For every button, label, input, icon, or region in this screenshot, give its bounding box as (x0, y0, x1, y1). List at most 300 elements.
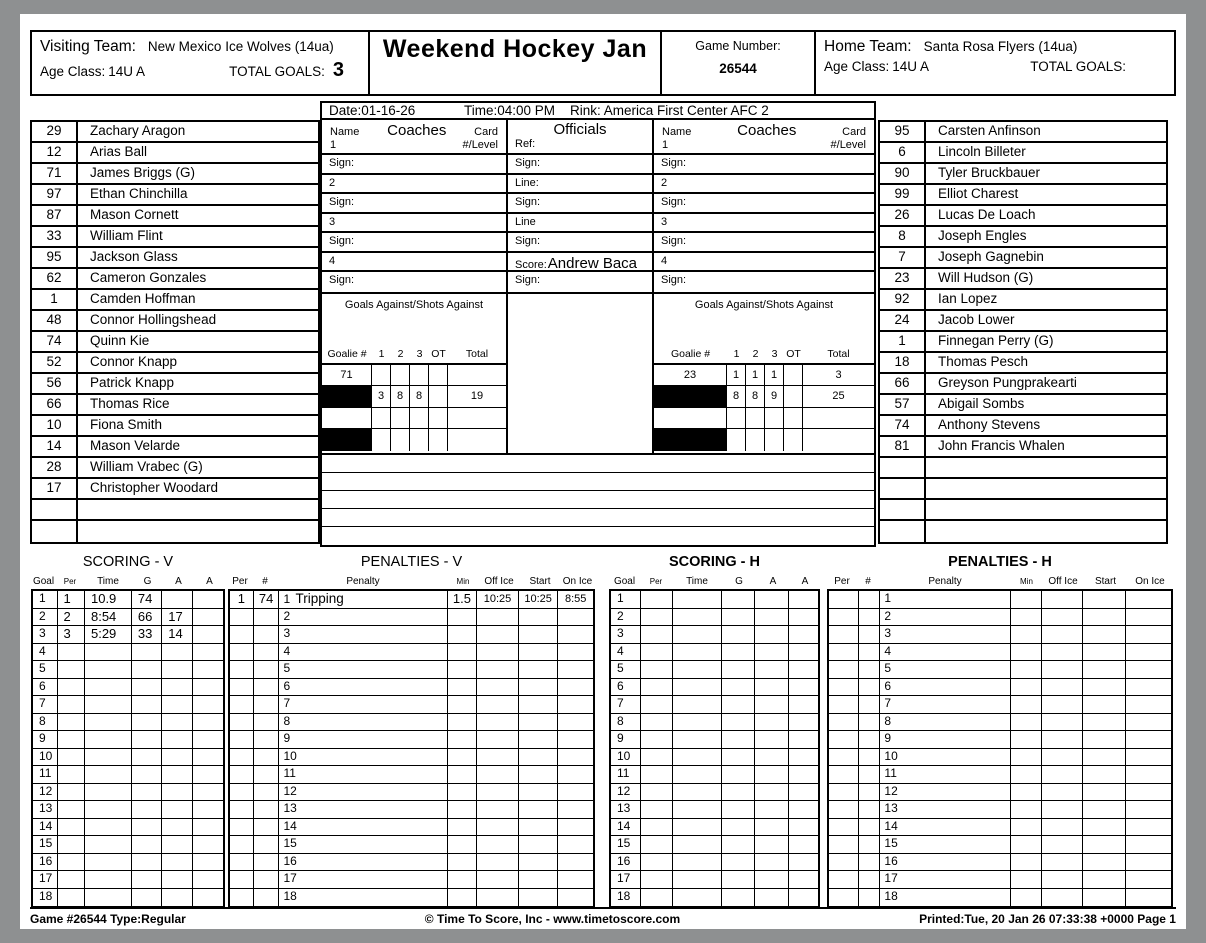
assist-cell (162, 766, 192, 783)
off-ice-cell (1042, 696, 1084, 713)
player-number: 74 (32, 332, 78, 351)
roster-row (32, 395, 318, 416)
goal-scorer-cell (132, 696, 162, 713)
penalty-row (829, 714, 1171, 732)
period-cell (641, 784, 672, 801)
period-cell (829, 801, 859, 818)
player-number (880, 521, 926, 542)
penalty-row-number: 2 (283, 608, 291, 623)
penalty-row (829, 644, 1171, 662)
penalty-cell (279, 854, 447, 871)
penalties-h-section (827, 554, 1173, 908)
start-cell (1083, 749, 1126, 766)
assist-cell (193, 749, 223, 766)
assist-cell (193, 854, 223, 871)
penalty-row (829, 679, 1171, 697)
player-number: 95 (880, 122, 926, 141)
scoring-row (33, 749, 223, 767)
player-number-cell (859, 591, 881, 608)
minutes-cell (1011, 766, 1042, 783)
official-row (508, 272, 652, 292)
start-cell (1083, 714, 1126, 731)
column-headers (228, 573, 595, 589)
goal-number-cell: 16 (33, 854, 58, 871)
penalties-h-title: PENALTIES - H (948, 554, 1052, 570)
penalty-row (230, 784, 593, 802)
player-number-cell (859, 871, 881, 888)
assist-cell (755, 661, 788, 678)
period-cell (58, 784, 85, 801)
ga-header: 3 (416, 347, 423, 360)
on-ice-cell (558, 766, 593, 783)
period-cell (230, 714, 254, 731)
period-cell (230, 889, 254, 907)
ga-header: Total (827, 347, 850, 360)
minutes-cell (1011, 679, 1042, 696)
ga-value-cell (727, 408, 746, 429)
penalty-cell (279, 591, 447, 608)
penalty-cell (279, 679, 447, 696)
column-header: Goal (32, 576, 55, 587)
time-cell (673, 696, 722, 713)
off-ice-cell (477, 784, 519, 801)
minutes-cell (448, 871, 478, 888)
player-number: 23 (880, 269, 926, 288)
on-ice-cell (1126, 836, 1171, 853)
scoring-row (33, 714, 223, 732)
roster-row (32, 374, 318, 395)
on-ice-cell (558, 784, 593, 801)
start-cell (519, 609, 559, 626)
player-name: Abigail Sombs (938, 396, 1025, 411)
player-name: Lucas De Loach (938, 207, 1036, 222)
penalty-cell (279, 889, 447, 907)
home-roster-table (878, 120, 1168, 544)
period-cell (829, 644, 859, 661)
assist-cell (193, 766, 223, 783)
penalty-row (230, 731, 593, 749)
coach-row-number: 2 (654, 175, 874, 195)
player-number: 97 (32, 185, 78, 204)
minutes-cell (448, 609, 478, 626)
period-cell (230, 661, 254, 678)
player-name (926, 479, 1166, 498)
official-row (508, 214, 652, 234)
ga-value-cell (448, 365, 506, 386)
goals-against-row (654, 408, 874, 430)
assist-cell (789, 801, 818, 818)
assist-cell (193, 679, 223, 696)
penalty-row (230, 854, 593, 872)
player-number-cell (859, 731, 881, 748)
player-name: Zachary Aragon (90, 123, 186, 138)
penalty-row-number: 6 (884, 678, 892, 693)
goal-scorer-cell (132, 784, 162, 801)
ga-value-cell (784, 408, 803, 429)
period-cell (829, 871, 859, 888)
goal-number-cell: 7 (33, 696, 58, 713)
assist-cell (755, 714, 788, 731)
goal-scorer-cell (132, 679, 162, 696)
player-name: Quinn Kie (90, 333, 150, 348)
period-cell (58, 889, 85, 907)
goal-scorer-cell (132, 766, 162, 783)
player-number: 29 (32, 122, 78, 141)
time-cell (85, 714, 132, 731)
period-cell (829, 889, 859, 907)
column-header: Min (1020, 577, 1033, 586)
coach-row-number: 4 (654, 253, 874, 273)
goal-number-cell: 10 (33, 749, 58, 766)
penalty-row-number: 7 (283, 696, 291, 710)
period-cell (641, 661, 672, 678)
player-number-cell (859, 766, 881, 783)
penalty-cell (880, 644, 1010, 661)
period-cell (230, 871, 254, 888)
penalty-row (230, 801, 593, 819)
ga-value-cell (784, 429, 803, 451)
assist-cell (162, 644, 192, 661)
player-name: Patrick Knapp (90, 375, 175, 390)
scoring-row (33, 819, 223, 837)
coaches-header (322, 120, 506, 155)
penalty-row-number: 3 (884, 626, 892, 640)
assist-cell (162, 661, 192, 678)
period-cell (230, 766, 254, 783)
roster-row (880, 395, 1166, 416)
period-cell (230, 819, 254, 836)
penalty-row (829, 819, 1171, 837)
minutes-cell (448, 801, 478, 818)
official-row (508, 253, 652, 273)
off-ice-cell (477, 854, 519, 871)
off-ice-cell (1042, 749, 1084, 766)
time-cell (673, 644, 722, 661)
start-cell (519, 661, 559, 678)
player-name: William Flint (90, 228, 163, 243)
game-number-box (662, 32, 816, 94)
on-ice-cell (558, 714, 593, 731)
assist-cell (193, 801, 223, 818)
assist-cell (789, 661, 818, 678)
start-cell (519, 784, 559, 801)
player-number-cell (254, 784, 280, 801)
goal-number-cell: 7 (611, 696, 641, 713)
goal-number-cell: 9 (33, 731, 58, 748)
player-number: 24 (880, 311, 926, 330)
player-number: 18 (880, 353, 926, 372)
penalty-row-number: 17 (283, 871, 297, 885)
coach-sign-row: Sign: (329, 274, 355, 286)
period-cell (829, 609, 859, 626)
official-row (508, 194, 652, 214)
official-row-label: Score: (515, 258, 547, 271)
goal-number-cell: 3 (611, 626, 641, 643)
column-header: G (735, 576, 743, 587)
player-name: Connor Knapp (90, 354, 178, 369)
roster-row (880, 122, 1166, 143)
visiting-team-box (32, 32, 370, 94)
goal-number-cell: 12 (611, 784, 641, 801)
player-number: 87 (32, 206, 78, 225)
period-cell (230, 784, 254, 801)
penalty-cell (279, 871, 447, 888)
goal-scorer-cell (722, 801, 755, 818)
officials-header (508, 120, 652, 155)
player-number-cell (859, 609, 881, 626)
penalty-row (829, 766, 1171, 784)
on-ice-cell (558, 696, 593, 713)
player-number-cell (254, 801, 280, 818)
assist-cell (162, 714, 192, 731)
assist-cell (755, 644, 788, 661)
penalty-row-number: 18 (283, 888, 297, 903)
minutes-cell (448, 731, 478, 748)
on-ice-cell (558, 661, 593, 678)
penalty-row-number: 13 (884, 801, 898, 815)
player-number: 81 (880, 437, 926, 456)
goalie-number-cell: 71 (322, 365, 372, 386)
goals-against-headers (654, 348, 874, 365)
off-ice-cell (477, 661, 519, 678)
minutes-cell (448, 749, 478, 766)
start-cell: 10:25 (519, 591, 559, 608)
minutes-cell (1011, 871, 1042, 888)
penalty-cell (279, 766, 447, 783)
goal-scorer-cell: 33 (132, 626, 162, 643)
coach-row-number: 1 (330, 139, 337, 151)
period-cell (641, 626, 672, 643)
period-cell (829, 819, 859, 836)
ga-value-cell (727, 429, 746, 451)
start-cell (519, 626, 559, 643)
player-number (880, 479, 926, 498)
goal-number-cell: 1 (611, 591, 641, 608)
period-cell: 2 (58, 609, 85, 626)
goal-number-cell: 2 (611, 609, 641, 626)
coach-sign-row: Sign: (322, 233, 506, 253)
player-number-cell (859, 679, 881, 696)
scoring-row (611, 591, 818, 609)
visiting-age-class: Age Class: 14U A (40, 64, 146, 79)
assist-cell (789, 626, 818, 643)
penalty-cell (880, 854, 1010, 871)
penalty-cell (880, 784, 1010, 801)
penalty-cell (279, 714, 447, 731)
period-cell (58, 836, 85, 853)
ga-header: Total (465, 347, 489, 360)
coach-row-number: 4 (322, 253, 506, 273)
minutes-cell (1011, 626, 1042, 643)
period-cell (829, 714, 859, 731)
column-headers (827, 573, 1173, 589)
start-cell (1083, 836, 1126, 853)
minutes-cell (448, 766, 478, 783)
column-header: Time (97, 576, 119, 587)
goal-scorer-cell (132, 714, 162, 731)
off-ice-cell (1042, 784, 1084, 801)
start-cell (519, 714, 559, 731)
ga-value-cell (429, 386, 448, 407)
roster-row (880, 290, 1166, 311)
start-cell (1083, 644, 1126, 661)
column-header: G (143, 576, 152, 587)
home-goals-against-table (654, 294, 874, 453)
on-ice-cell (1126, 749, 1171, 766)
period-cell (58, 644, 85, 661)
ga-value-cell (429, 429, 448, 451)
penalty-row-number: 14 (884, 818, 898, 833)
ga-value-cell (746, 408, 765, 429)
scoring-h-title: SCORING - H (668, 554, 761, 570)
column-header: Goal (613, 576, 636, 587)
goal-scorer-cell (722, 591, 755, 608)
penalty-cell (880, 889, 1010, 907)
ga-value-cell (410, 429, 429, 451)
period-cell: 1 (230, 591, 254, 608)
player-name: Tyler Bruckbauer (938, 165, 1041, 180)
on-ice-cell (558, 731, 593, 748)
goal-number-cell: 5 (33, 661, 58, 678)
goal-number-cell: 5 (611, 661, 641, 678)
home-coaches-column (654, 120, 874, 292)
player-number: 57 (880, 395, 926, 414)
minutes-cell (448, 714, 478, 731)
scoring-row (611, 696, 818, 714)
player-number-cell (859, 836, 881, 853)
middle-empty-row (322, 509, 874, 527)
period-cell (58, 679, 85, 696)
start-cell (1083, 609, 1126, 626)
off-ice-cell (1042, 836, 1084, 853)
on-ice-cell (1126, 889, 1171, 907)
column-header: Time (686, 576, 708, 587)
goal-number-cell: 8 (33, 714, 58, 731)
on-ice-cell (558, 609, 593, 626)
period-cell (641, 854, 672, 871)
goal-scorer-cell: 74 (132, 591, 162, 608)
player-number-cell (254, 871, 280, 888)
goal-scorer-cell (132, 731, 162, 748)
start-cell (1083, 801, 1126, 818)
player-name: Thomas Pesch (938, 354, 1029, 369)
ga-header: Goalie # (670, 347, 711, 360)
goalie-number-cell (322, 429, 372, 451)
off-ice-cell (477, 696, 519, 713)
scoring-row (611, 784, 818, 802)
player-name: Greyson Pungprakearti (938, 375, 1077, 390)
minutes-cell (1011, 801, 1042, 818)
player-name: Cameron Gonzales (90, 270, 207, 285)
time-cell (85, 871, 132, 888)
goal-scorer-cell (132, 854, 162, 871)
minutes-cell (1011, 731, 1042, 748)
goals-against-row (654, 386, 874, 408)
player-name (926, 521, 1166, 542)
time-cell (85, 784, 132, 801)
ga-value-cell: 25 (832, 390, 845, 402)
penalty-row-number: 16 (283, 853, 297, 868)
goals-against-section (320, 294, 876, 455)
middle-empty-row (322, 455, 874, 473)
visiting-roster-table (30, 120, 320, 544)
ga-value-cell: 9 (765, 386, 784, 407)
ga-value-cell (784, 386, 803, 407)
scoring-row (611, 661, 818, 679)
on-ice-cell (558, 889, 593, 907)
off-ice-cell (1042, 889, 1084, 907)
off-ice-cell: 10:25 (477, 591, 519, 608)
period-cell (58, 661, 85, 678)
penalty-row (230, 714, 593, 732)
assist-cell (789, 766, 818, 783)
period-cell (58, 714, 85, 731)
assist-cell (162, 679, 192, 696)
ga-value-cell (765, 429, 784, 451)
player-number-cell (859, 714, 881, 731)
officials-title: Officials (553, 121, 607, 138)
goals-against-headers (322, 348, 506, 365)
scoring-row (611, 679, 818, 697)
coaches-header (654, 120, 874, 155)
ga-value-cell (784, 365, 803, 386)
penalty-cell (880, 609, 1010, 626)
period-cell (641, 871, 672, 888)
penalty-row-number: 4 (884, 643, 892, 658)
start-cell (519, 854, 559, 871)
ga-header: 3 (771, 347, 778, 360)
start-cell (1083, 696, 1126, 713)
start-cell (1083, 679, 1126, 696)
coach-sign-row: Sign: (654, 233, 874, 253)
roster-row (32, 206, 318, 227)
player-number: 66 (32, 395, 78, 414)
period-cell (230, 644, 254, 661)
roster-row (32, 353, 318, 374)
player-number: 52 (32, 353, 78, 372)
on-ice-cell (1126, 714, 1171, 731)
penalty-row (829, 871, 1171, 889)
ga-value-cell (429, 408, 448, 429)
goal-number-cell: 14 (611, 819, 641, 836)
coach-row-number: 2 (322, 175, 506, 195)
player-number-cell (254, 661, 280, 678)
scoring-row (33, 661, 223, 679)
date-bar (320, 101, 876, 120)
goal-scorer-cell (132, 889, 162, 907)
player-number-cell (859, 819, 881, 836)
ga-value-cell (391, 429, 410, 451)
time-cell (85, 854, 132, 871)
start-cell (519, 749, 559, 766)
goal-scorer-cell (722, 661, 755, 678)
player-name: William Vrabec (G) (90, 459, 203, 474)
minutes-cell (448, 679, 478, 696)
goal-scorer-cell (722, 696, 755, 713)
assist-cell (193, 626, 223, 643)
time-cell (85, 644, 132, 661)
goal-scorer-cell (132, 819, 162, 836)
time-cell (85, 749, 132, 766)
column-header: Per (834, 576, 850, 587)
goal-number-cell: 3 (33, 626, 58, 643)
period-cell (58, 801, 85, 818)
period-cell (230, 801, 254, 818)
player-name: Ian Lopez (938, 291, 998, 306)
goal-scorer-cell (722, 871, 755, 888)
scoring-table (609, 589, 820, 908)
start-cell (519, 766, 559, 783)
